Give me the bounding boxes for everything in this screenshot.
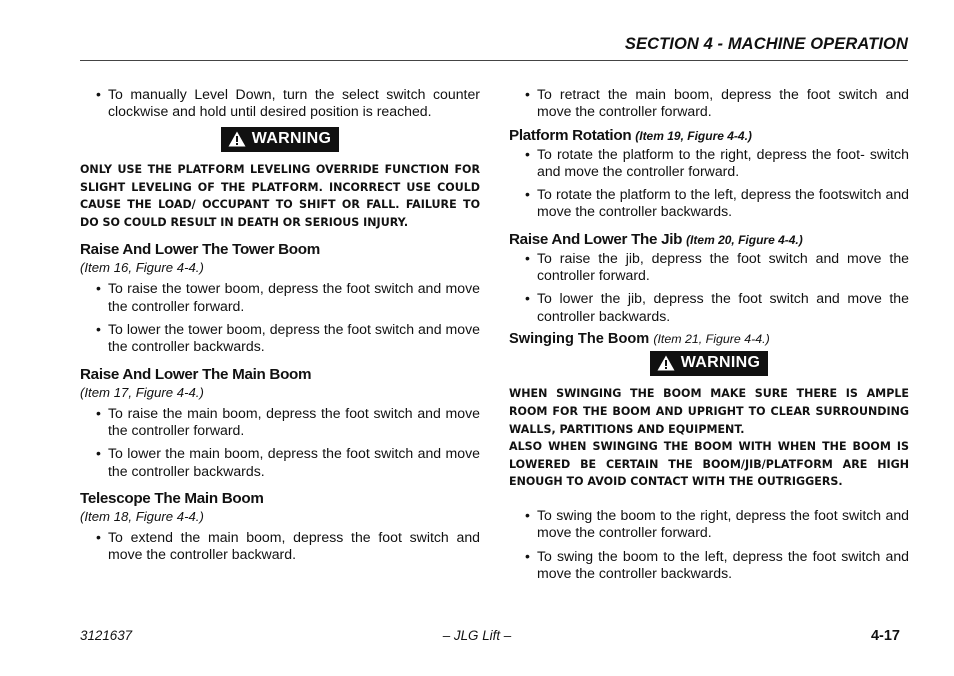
warning-text: [509, 385, 909, 491]
warning-banner: [509, 351, 909, 377]
warning-label: WARNING: [680, 354, 761, 372]
item-reference: (Item 17, Figure 4-4.): [80, 384, 204, 400]
bullet-list: [80, 529, 480, 564]
warning-paragraph: WHEN SWINGING THE BOOM MAKE SURE THERE IS AMPLE ROOM FOR THE BOOM AND UPRIGHT TO CLEAR SURROUNDING WALLS, PARTITIONS AND EQUIPMENT.: [509, 387, 909, 436]
bullet-list: [80, 405, 480, 480]
list-item: • To raise the main boom, depress the foot switch and move the controller forward.: [80, 405, 480, 440]
page-number: 4-17: [870, 628, 900, 644]
footer-center: – JLG Lift –: [442, 628, 512, 643]
list-item: • To manually Level Down, turn the select switch counter clockwise and hold until desired position is reached.: [80, 86, 480, 121]
warning-badge: [650, 351, 768, 376]
right-column: [509, 86, 909, 588]
bullet-list: [509, 250, 909, 325]
warning-triangle-icon: [228, 131, 246, 147]
heading-tower-boom: Raise And Lower The Tower Boom: [80, 241, 320, 259]
warning-paragraph: ONLY USE THE PLATFORM LEVELING OVERRIDE FUNCTION FOR SLIGHT LEVELING OF THE PLATFORM. INCORRECT USE COULD CAUSE THE LOAD/ OCCUPANT TO SHIFT OR FALL. FAILURE TO DO SO COULD RESULT IN DEATH OR SERIOUS INJURY.: [80, 163, 480, 229]
list-item: • To lower the main boom, depress the foot switch and move the controller backwards.: [80, 445, 480, 480]
heading-text: Swinging The Boom: [509, 330, 650, 347]
item-reference: (Item 21, Figure 4-4.): [653, 331, 770, 346]
bullet-list: [509, 146, 909, 221]
warning-label: WARNING: [251, 130, 332, 148]
heading-telescope: Telescope The Main Boom: [80, 489, 264, 507]
heading-platform-rotation: [509, 127, 909, 144]
list-item: • To retract the main boom, depress the foot switch and move the controller forward.: [509, 86, 909, 121]
list-item: • To swing the boom to the left, depress the foot switch and move the controller backwards.: [509, 548, 909, 583]
warning-banner: [80, 127, 480, 153]
list-item: • To raise the jib, depress the foot switch and move the controller forward.: [509, 250, 909, 285]
heading-main-boom: Raise And Lower The Main Boom: [80, 365, 312, 383]
left-column: [80, 86, 480, 569]
list-item: • To raise the tower boom, depress the foot switch and move the controller forward.: [80, 280, 480, 315]
item-reference: (Item 19, Figure 4-4.): [635, 128, 752, 143]
heading-jib: [509, 231, 909, 248]
section-title: SECTION 4 - MACHINE OPERATION: [624, 35, 908, 53]
list-item: • To rotate the platform to the right, depress the foot- switch and move the controller forward.: [509, 146, 909, 181]
warning-badge: [221, 127, 339, 152]
item-reference: (Item 18, Figure 4-4.): [80, 508, 204, 524]
warning-triangle-icon: [657, 355, 675, 371]
list-item: • To extend the main boom, depress the foot switch and move the controller backward.: [80, 529, 480, 564]
list-item: • To lower the tower boom, depress the foot switch and move the controller backwards.: [80, 321, 480, 356]
item-reference: (Item 16, Figure 4-4.): [80, 260, 204, 276]
heading-text: Raise And Lower The Jib: [509, 230, 683, 248]
list-item: • To lower the jib, depress the foot switch and move the controller backwards.: [509, 290, 909, 325]
bullet-list: [80, 86, 480, 121]
heading-text: Platform Rotation: [509, 126, 632, 144]
warning-paragraph: ALSO WHEN SWINGING THE BOOM WITH WHEN THE BOOM IS LOWERED BE CERTAIN THE BOOM/JIB/PLATFORM ARE HIGH ENOUGH TO AVOID CONTACT WITH THE OUTRIGGERS.: [509, 440, 909, 489]
bullet-list: [80, 280, 480, 355]
list-item: • To swing the boom to the right, depress the foot switch and move the controller forward.: [509, 507, 909, 542]
bullet-list: [509, 507, 909, 582]
item-reference: (Item 20, Figure 4-4.): [686, 232, 803, 247]
bullet-list: [509, 86, 909, 121]
list-item: • To rotate the platform to the left, depress the footswitch and move the controller backwards.: [509, 186, 909, 221]
heading-swinging-boom: [509, 331, 909, 347]
header-divider: [80, 60, 908, 61]
warning-text: [80, 161, 480, 231]
doc-number: 3121637: [80, 628, 133, 643]
